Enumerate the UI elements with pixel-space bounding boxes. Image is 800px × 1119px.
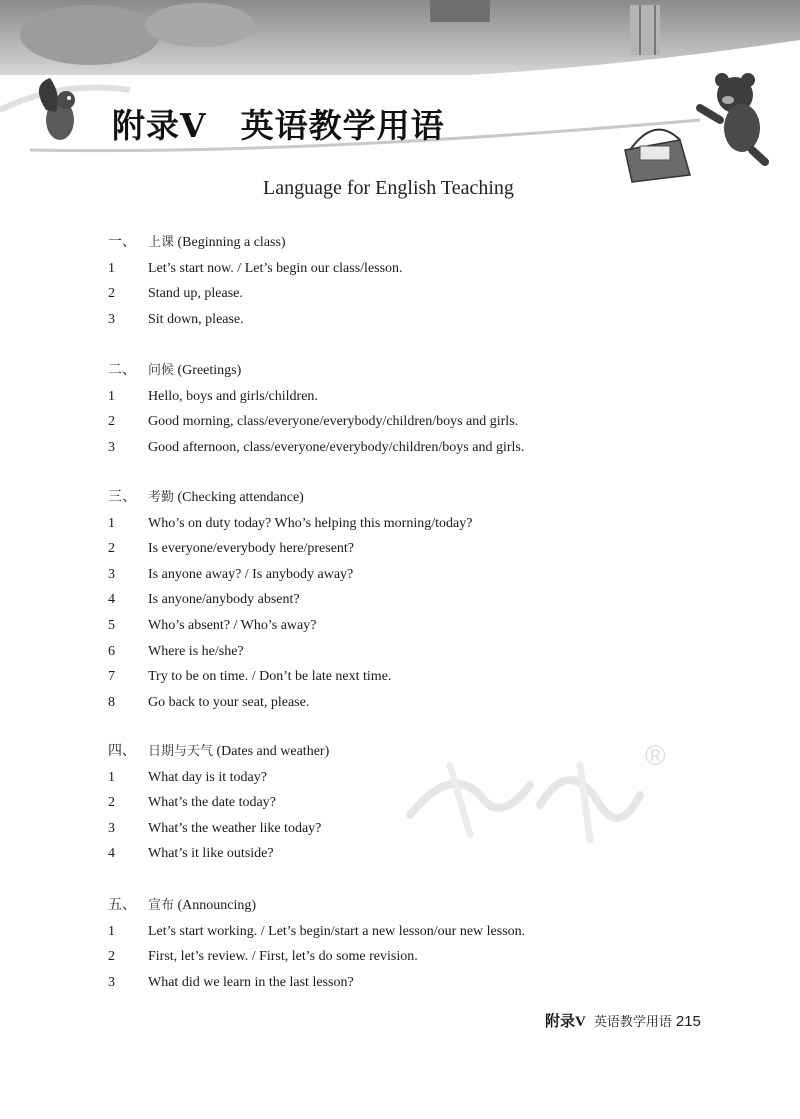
item-number: 1 (108, 769, 115, 785)
page-footer (545, 1010, 701, 1031)
item-text: Sit down, please. (148, 311, 244, 327)
section-title-en: (Greetings) (177, 363, 242, 378)
list-item (108, 514, 472, 534)
item-text: Is everyone/everybody here/present? (148, 541, 355, 557)
list-item (108, 819, 321, 839)
section-title-en: (Beginning a class) (177, 235, 286, 250)
list-item (108, 667, 391, 687)
page-header-banner (0, 0, 800, 215)
section-heading (108, 896, 256, 916)
item-number: 2 (108, 286, 115, 302)
section-heading (108, 488, 304, 508)
watermark-logo (390, 725, 690, 855)
item-number: 4 (108, 592, 115, 608)
list-item (108, 284, 243, 304)
item-text: Try to be on time. / Don’t be late next time. (148, 669, 392, 685)
registered-mark: ® (645, 740, 666, 771)
item-number: 3 (108, 974, 115, 990)
section-number: 一、 (108, 235, 136, 250)
section-number: 三、 (108, 490, 136, 505)
section-title-en: (Announcing) (177, 898, 257, 913)
list-item (108, 539, 354, 559)
item-text: Good morning, class/everyone/everybody/children/boys and girls. (148, 414, 519, 430)
list-item (108, 947, 418, 967)
item-text: What day is it today? (148, 769, 267, 785)
section-heading (108, 742, 329, 762)
list-item (108, 387, 318, 407)
list-item (108, 310, 244, 330)
item-text: Let’s start now. / Let’s begin our class/lesson. (148, 260, 403, 276)
footer-title: 英语教学用语 (593, 1015, 672, 1030)
list-item (108, 844, 274, 864)
item-number: 3 (108, 311, 115, 327)
item-text: What did we learn in the last lesson? (148, 974, 354, 990)
item-number: 1 (108, 515, 115, 531)
item-text: Is anyone away? / Is anybody away? (148, 566, 354, 582)
section-title-cn: 上课 (148, 235, 175, 250)
item-number: 6 (108, 643, 115, 659)
list-item (108, 693, 309, 713)
section-title-cn: 问候 (148, 363, 175, 378)
item-text: Hello, boys and girls/children. (148, 388, 318, 404)
section-number: 二、 (108, 363, 136, 378)
item-text: What’s the weather like today? (148, 820, 322, 836)
list-item (108, 793, 276, 813)
item-text: Good afternoon, class/everyone/everybody/children/boys and girls. (148, 439, 525, 455)
footer-appendix: 附录V (545, 1014, 586, 1030)
item-number: 2 (108, 541, 115, 557)
item-text: Stand up, please. (148, 286, 243, 302)
item-number: 3 (108, 820, 115, 836)
item-text: Is anyone/anybody absent? (148, 592, 300, 608)
page-title: 附录V 英语教学用语 (112, 106, 445, 145)
item-number: 1 (108, 923, 115, 939)
section-number: 四、 (108, 744, 136, 759)
item-text: What’s it like outside? (148, 846, 274, 862)
item-text: First, let’s review. / First, let’s do some revision. (148, 949, 418, 965)
section-title-en: (Dates and weather) (216, 744, 330, 759)
item-number: 2 (108, 414, 115, 430)
page-subtitle: Language for English Teaching (263, 177, 514, 199)
item-text: Who’s on duty today? Who’s helping this morning/today? (148, 515, 473, 531)
list-item (108, 590, 300, 610)
item-text: Go back to your seat, please. (148, 694, 310, 710)
item-text: What’s the date today? (148, 795, 276, 811)
page-number: 215 (675, 1013, 701, 1030)
item-number: 7 (108, 669, 115, 685)
list-item (108, 922, 525, 942)
section-heading (108, 361, 241, 381)
list-item (108, 259, 403, 279)
section-title-cn: 日期与天气 (148, 744, 214, 759)
section-number: 五、 (108, 898, 136, 913)
item-number: 3 (108, 566, 115, 582)
item-number: 2 (108, 795, 115, 811)
item-number: 1 (108, 260, 115, 276)
list-item (108, 973, 354, 993)
item-number: 2 (108, 949, 115, 965)
item-number: 3 (108, 439, 115, 455)
item-text: Let’s start working. / Let’s begin/start a new lesson/our new lesson. (148, 923, 526, 939)
item-text: Where is he/she? (148, 643, 244, 659)
list-item (108, 438, 524, 458)
item-number: 5 (108, 618, 115, 633)
section-title-cn: 宣布 (148, 898, 175, 913)
list-item (108, 412, 518, 432)
list-item (108, 768, 267, 788)
list-item (108, 642, 244, 662)
list-item (108, 565, 353, 585)
section-heading (108, 233, 286, 253)
item-number: 8 (108, 694, 115, 710)
item-number: 1 (108, 388, 115, 404)
section-title-en: (Checking attendance) (177, 490, 304, 505)
section-title-cn: 考勤 (148, 490, 175, 505)
list-item (108, 616, 316, 636)
item-number: 4 (108, 846, 115, 862)
item-text: Who’s absent? / Who’s away? (148, 618, 317, 633)
